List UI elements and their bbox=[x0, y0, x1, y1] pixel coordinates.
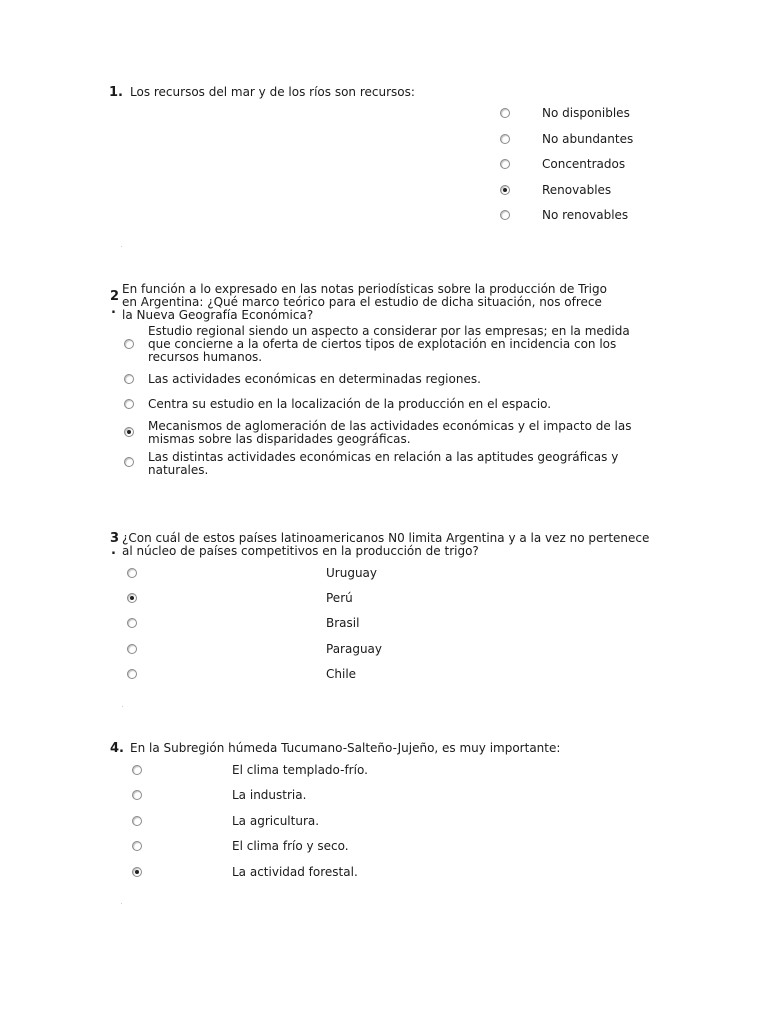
question-1-number: 1. bbox=[109, 85, 123, 100]
q2-option-2-radio[interactable] bbox=[124, 374, 134, 384]
q4-option-2-label: La industria. bbox=[232, 788, 307, 802]
q4-option-3-label: La agricultura. bbox=[232, 814, 320, 828]
question-3-number-dot: . bbox=[111, 543, 116, 558]
q3-option-2-label: Perú bbox=[326, 591, 353, 605]
q2-option-5-label: Las distintas actividades económicas en relación a las aptitudes geográficas y naturales. bbox=[148, 450, 619, 477]
q1-option-4-radio[interactable] bbox=[500, 185, 510, 195]
q3-option-2-radio[interactable] bbox=[127, 593, 137, 603]
q4-option-5-radio[interactable] bbox=[132, 867, 142, 877]
q3-option-1-radio[interactable] bbox=[127, 568, 137, 578]
q2-option-1-radio[interactable] bbox=[124, 339, 134, 349]
q2-option-4-label: Mecanismos de aglomeración de las actividades económicas y el impacto de las mismas sobre las disparidades geográficas. bbox=[148, 419, 632, 446]
q1-option-4-label: Renovables bbox=[542, 183, 612, 197]
q1-option-2-radio[interactable] bbox=[500, 134, 510, 144]
q3-option-3-label: Brasil bbox=[326, 616, 360, 630]
q1-option-5-label: No renovables bbox=[542, 208, 629, 222]
q4-option-3-radio[interactable] bbox=[132, 816, 142, 826]
q2-option-3-radio[interactable] bbox=[124, 399, 134, 409]
question-3-number: 3 bbox=[110, 531, 120, 546]
q4-option-2-radio[interactable] bbox=[132, 790, 142, 800]
q1-option-1-radio[interactable] bbox=[500, 108, 510, 118]
question-4-text: En la Subregión húmeda Tucumano-Salteño-Jujeño, es muy importante: bbox=[130, 741, 561, 755]
q1-option-3-label: Concentrados bbox=[542, 157, 626, 171]
q4-option-4-radio[interactable] bbox=[132, 841, 142, 851]
q4-option-4-label: El clima frío y seco. bbox=[232, 839, 349, 853]
q3-option-3-radio[interactable] bbox=[127, 618, 137, 628]
q4-option-5-label: La actividad forestal. bbox=[232, 865, 358, 879]
q2-option-4-radio[interactable] bbox=[124, 427, 134, 437]
decorative-dot bbox=[122, 706, 123, 707]
question-2-number-dot: . bbox=[111, 302, 116, 317]
q3-option-4-radio[interactable] bbox=[127, 644, 137, 654]
q1-option-2-label: No abundantes bbox=[542, 132, 634, 146]
q2-option-5-radio[interactable] bbox=[124, 457, 134, 467]
decorative-dot bbox=[121, 903, 122, 904]
question-1-text: Los recursos del mar y de los ríos son recursos: bbox=[130, 85, 415, 99]
question-2-number: 2 bbox=[110, 289, 120, 304]
q2-option-2-label: Las actividades económicas en determinadas regiones. bbox=[148, 372, 481, 386]
q4-option-1-label: El clima templado-frío. bbox=[232, 763, 368, 777]
q1-option-1-label: No disponibles bbox=[542, 106, 630, 120]
q2-option-1-label: Estudio regional siendo un aspecto a considerar por las empresas; en la medida que concierne a la oferta de ciertos tipos de explotación en incidencia con los recursos humanos. bbox=[148, 324, 630, 364]
question-3-text: ¿Con cuál de estos países latinoamericanos N0 limita Argentina y a la vez no pertenece al núcleo de países competitivos en la producción de trigo? bbox=[122, 531, 650, 558]
q3-option-5-radio[interactable] bbox=[127, 669, 137, 679]
q3-option-5-label: Chile bbox=[326, 667, 357, 681]
q4-option-1-radio[interactable] bbox=[132, 765, 142, 775]
q1-option-5-radio[interactable] bbox=[500, 210, 510, 220]
q3-option-1-label: Uruguay bbox=[326, 566, 377, 580]
question-2-text: En función a lo expresado en las notas periodísticas sobre la producción de Trigo en Argentina: ¿Qué marco teórico para el estudio de dicha situación, nos ofrece la Nueva Geografía Económica? bbox=[122, 282, 607, 322]
q2-option-3-label: Centra su estudio en la localización de la producción en el espacio. bbox=[148, 397, 552, 411]
question-4-number: 4. bbox=[110, 741, 124, 756]
decorative-dot bbox=[121, 246, 122, 247]
q3-option-4-label: Paraguay bbox=[326, 642, 383, 656]
q1-option-3-radio[interactable] bbox=[500, 159, 510, 169]
